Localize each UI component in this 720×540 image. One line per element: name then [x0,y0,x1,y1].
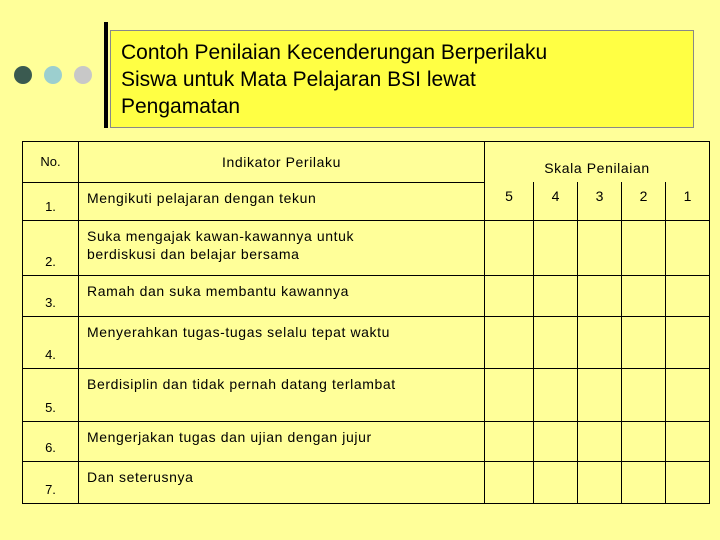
row-indicator [79,275,485,316]
header-indicator: Indikator Perilaku [79,142,485,183]
indicator-text: Ramah dan suka membantu kawannya [87,282,350,299]
row-number: 2. [23,220,79,275]
dark-dot-icon [14,66,32,84]
row-indicator [79,182,485,220]
indicator-text: Dan seterusnya [87,468,194,485]
row-number: 3. [23,275,79,316]
table-row [23,182,710,220]
indicator-text: Berdisiplin dan tidak pernah datang terlambat [87,375,396,392]
table-row [23,275,710,316]
row-indicator [79,421,485,461]
grey-dot-icon [74,66,92,84]
table-row [23,368,710,421]
table-row [23,316,710,368]
row-number: 4. [23,316,79,368]
row-indicator [79,461,485,503]
row-indicator [79,368,485,421]
scale-1: 1 [666,182,710,220]
table-header-row [23,142,710,183]
indicator-text-continued: berdiskusi dan belajar bersama [87,245,300,262]
table-row [23,461,710,503]
assessment-table [22,141,710,504]
slide-title [110,30,694,128]
scale-2: 2 [622,182,666,220]
title-line-3: Pengamatan [121,95,241,118]
row-number: 1. [23,182,79,220]
scale-3: 3 [578,182,622,220]
title-line-2: Siswa untuk Mata Pelajaran BSI lewat [121,68,476,91]
row-number: 7. [23,461,79,503]
row-indicator [79,220,485,275]
header-no: No. [23,142,79,183]
table-row [23,220,710,275]
header-scale: Skala Penilaian [485,142,710,183]
indicator-text: Suka mengajak kawan-kawannya untuk [87,227,355,244]
row-number: 6. [23,421,79,461]
title-line-1: Contoh Penilaian Kecenderungan Berperilaku [121,41,548,64]
teal-dot-icon [44,66,62,84]
scale-4: 4 [534,182,578,220]
indicator-text: Mengikuti pelajaran dengan tekun [87,189,317,206]
title-accent-bar [104,22,108,128]
table-row [23,421,710,461]
indicator-text: Mengerjakan tugas dan ujian dengan jujur [87,428,372,445]
row-indicator [79,316,485,368]
indicator-text: Menyerahkan tugas-tugas selalu tepat waktu [87,323,391,340]
scale-5: 5 [485,182,534,220]
decorative-dots [14,66,92,84]
row-number: 5. [23,368,79,421]
